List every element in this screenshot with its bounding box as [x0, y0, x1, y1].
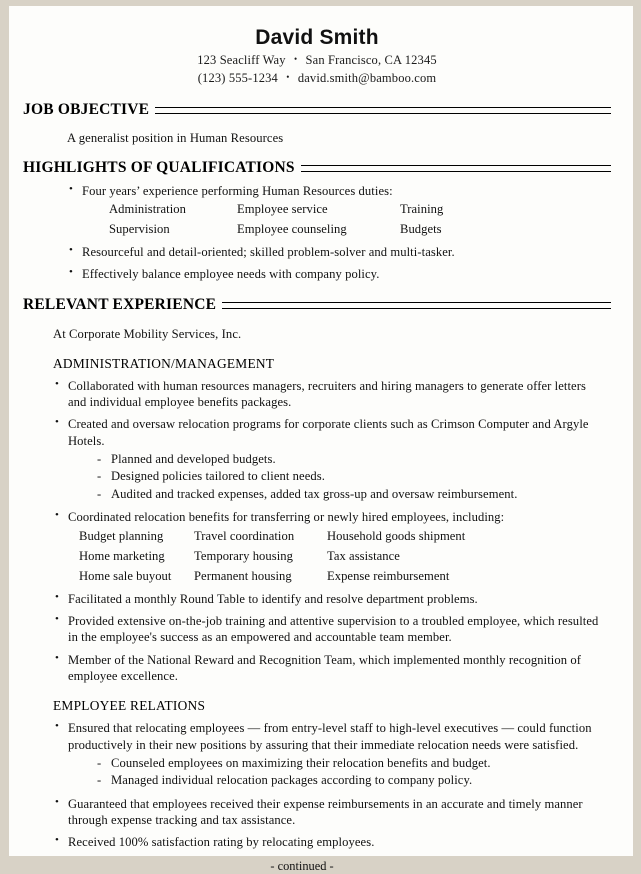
sub-list-item: - Audited and tracked expenses, added tax gross-up and oversaw reimbursement. — [95, 486, 605, 503]
subsection-body-employee-relations — [23, 720, 611, 851]
benefit-cell: Travel coordination — [194, 528, 295, 543]
city-state-zip: San Francisco, CA 12345 — [305, 53, 437, 67]
list-item: • Created and oversaw relocation programs for corporate clients such as Crimson Computer and Argyle Hotels. — [53, 416, 605, 449]
list-item: • Effectively balance employee needs with company policy. — [67, 266, 607, 282]
benefits-grid-row — [53, 528, 605, 545]
section-title: HIGHLIGHTS OF QUALIFICATIONS — [23, 158, 295, 176]
sub-list-item: - Managed individual relocation packages according to company policy. — [95, 772, 605, 789]
section-title: JOB OBJECTIVE — [23, 100, 150, 118]
continued-footer: - continued - — [270, 858, 334, 873]
list-item: • Resourceful and detail-oriented; skilled problem-solver and multi-tasker. — [67, 244, 607, 260]
benefit-cell: Tax assistance — [327, 548, 400, 563]
highlights-bullet-list — [67, 183, 607, 199]
benefit-cell: Household goods shipment — [327, 528, 466, 543]
highlights-bullet-list-continued — [67, 244, 607, 283]
section-highlights — [23, 159, 611, 283]
skill-cell: Supervision — [109, 221, 170, 236]
skills-grid-row — [67, 201, 607, 218]
employee-relations-sub-list — [53, 755, 605, 790]
section-header — [23, 101, 611, 119]
skill-cell: Training — [400, 201, 444, 216]
section-header — [23, 159, 611, 177]
contact-address-line — [23, 52, 611, 70]
list-item: • Coordinated relocation benefits for transferring or newly hired employees, including: — [53, 509, 605, 525]
benefit-cell: Expense reimbursement — [327, 568, 450, 583]
benefits-grid-row — [53, 568, 605, 585]
list-item: • Collaborated with human resources managers, recruiters and hiring managers to generate offer letters and individual employee benefits packages. — [53, 378, 605, 411]
section-divider-rule — [222, 302, 611, 309]
skills-grid-row — [67, 221, 607, 238]
benefit-cell: Home sale buyout — [79, 568, 172, 583]
administration-bullet-list-benefits — [53, 509, 605, 525]
section-divider-rule — [155, 107, 611, 114]
administration-bullet-list-tail — [53, 591, 605, 685]
employee-relations-bullet-list — [53, 720, 605, 753]
list-item: • Received 100% satisfaction rating by relocating employees. — [53, 834, 605, 850]
contact-phone-email-line — [23, 70, 611, 88]
list-item: • Four years’ experience performing Human Resources duties: — [67, 183, 607, 199]
benefit-cell: Temporary housing — [194, 548, 293, 563]
list-item: • Ensured that relocating employees — from entry-level staff to high-level executives — could function productively in their new positions by assuring that their immediate relocation needs were satisfied. — [53, 720, 605, 753]
skill-cell: Administration — [109, 201, 186, 216]
benefit-cell: Budget planning — [79, 528, 164, 543]
section-divider-rule — [301, 165, 611, 172]
administration-sub-list — [53, 451, 605, 503]
skill-cell: Employee counseling — [237, 221, 347, 236]
section-relevant-experience — [23, 296, 611, 851]
employee-relations-bullet-list-tail — [53, 796, 605, 851]
list-item: • Facilitated a monthly Round Table to identify and resolve department problems. — [53, 591, 605, 607]
sub-list-item: - Designed policies tailored to client needs. — [95, 468, 605, 485]
email-address: david.smith@bamboo.com — [297, 70, 437, 85]
benefit-cell: Home marketing — [79, 548, 165, 563]
skill-cell: Budgets — [400, 221, 442, 236]
benefit-cell: Permanent housing — [194, 568, 292, 583]
sub-list-item: - Counseled employees on maximizing their relocation benefits and budget. — [95, 755, 605, 772]
subsection-heading-employee-relations: EMPLOYEE RELATIONS — [53, 698, 206, 714]
phone-number: (123) 555-1234 — [197, 70, 278, 85]
list-item: • Guaranteed that employees received their expense reimbursements in an accurate and timely manner through expense tracking and tax assistance. — [53, 796, 605, 829]
section-content — [23, 183, 611, 283]
sub-list-item: - Planned and developed budgets. — [95, 451, 605, 468]
benefits-grid-row — [53, 548, 605, 565]
street-address: 123 Seacliff Way — [197, 53, 286, 67]
section-title: RELEVANT EXPERIENCE — [23, 295, 217, 313]
section-job-objective — [23, 101, 611, 146]
skill-cell: Employee service — [237, 201, 328, 216]
employer-name: At Corporate Mobility Services, Inc. — [53, 326, 242, 341]
resume-page — [9, 6, 633, 873]
section-content — [23, 131, 611, 146]
list-item: • Member of the National Reward and Recognition Team, which implemented monthly recognition of employee excellence. — [53, 652, 605, 685]
subsection-body-administration — [23, 378, 611, 685]
candidate-name: David Smith — [255, 26, 379, 49]
subsection-heading-administration: ADMINISTRATION/MANAGEMENT — [53, 355, 275, 371]
resume-header — [23, 26, 611, 88]
bullet-separator-icon: • — [293, 54, 298, 64]
job-objective-text: A generalist position in Human Resources — [67, 130, 284, 145]
bullet-separator-icon: • — [286, 71, 290, 82]
administration-bullet-list — [53, 378, 605, 449]
section-header — [23, 296, 611, 314]
list-item: • Provided extensive on-the-job training and attentive supervision to a troubled employee, which resulted in the employee's success as an empowered and accountable team member. — [53, 613, 605, 646]
